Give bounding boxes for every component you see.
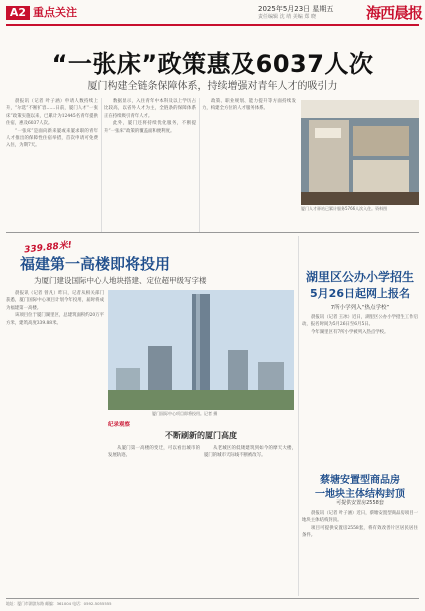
story-separator: [6, 232, 419, 233]
story3-headline-line1: 湖里区公办小学招生: [305, 270, 414, 284]
section-title: 重点关注: [33, 6, 77, 19]
story4-para-2: 项目可提供安置房2558套，将有效改善片区居民居住条件。: [302, 525, 418, 539]
lead-col3-para-1: 政策、职业规划、能力提升等方面持续发力，构建全方位的人才服务体系。: [202, 99, 296, 112]
column-title: 不断刷新的厦门高度: [165, 431, 237, 440]
story4-para-1: 晨报讯（记者 叶子涵）近日，蔡塘安置型商品房项目一地块主体结构封顶。: [302, 511, 418, 524]
lead-subheadline: 厦门构建全链条保障体系，持续增强对青年人才的吸引力: [87, 81, 338, 92]
story4-subheadline: 可提供安置房2558套: [336, 500, 384, 506]
story4-headline-line1: 蔡塘安置型商品房: [320, 475, 400, 486]
lead-column-2: [104, 98, 196, 233]
footer-rule: [6, 598, 419, 599]
lead-column-1: [6, 98, 98, 233]
lead-column-3: [202, 98, 296, 233]
column-divider: [199, 98, 200, 233]
story4-body: [302, 510, 418, 598]
lead-col1-para-2: “一张床”是面向新来厦或来厦求职的青年人才推出的保障性住宿举措，首次申请可免费入住，为期7天。: [6, 128, 98, 149]
tower-photo-caption: 厦门国际中心项目即将投用。记者 摄: [152, 411, 218, 416]
story3-subheadline: 7所小学列入“热点学校”: [330, 305, 390, 311]
lead-col2-para-2: 此外，厦门还将持续优化服务，不断提升“一张床”政策的覆盖面和便利度。: [104, 121, 196, 134]
story3-para-2: 今年湖里区有7所小学被列入热点学校。: [311, 329, 389, 335]
newspaper-logo: 海西晨报: [366, 4, 423, 22]
lead-headline: “一张床”政策惠及6037人次: [51, 50, 374, 78]
lead-photo-caption: 厦门人才驿站已累计服务5766人次入住。资料图: [301, 206, 388, 211]
lead-photo: [301, 100, 419, 205]
page-number-badge: A2: [6, 6, 30, 20]
column-body-1: [108, 445, 200, 590]
column-para-2: 从老城区的低矮建筑到如今的摩天大楼，厦门的城市天际线不断被改写。: [204, 446, 296, 459]
story3-headline-line2: 5月26日起网上报名: [310, 287, 410, 300]
column-kicker: 纪录观察: [108, 422, 131, 428]
column-divider: [298, 236, 299, 596]
column-body-2: [204, 445, 296, 590]
issue-date: 2025年5月23日 星期五: [258, 5, 334, 13]
story4-headline-line2: 一地块主体结构封顶: [315, 489, 405, 500]
story2-col1-para-1: 晨报讯（记者 曾凡）昨日，记者从相关部门获悉，厦门国际中心项目计划今年投用，届时将成为福建第一高楼。: [6, 291, 104, 311]
height-highlight: 339.88米!: [23, 240, 73, 256]
story2-col1-para-2: 该项目位于厦门湖里区，总建筑面积约20万平方米，建筑高度339.88米。: [6, 313, 104, 326]
column-para-1: 从厦门第一高楼的变迁，可以看出城市的发展轨迹。: [108, 446, 200, 459]
story3-body: [302, 314, 418, 464]
story3-para-1: 晨报讯（记者 王冰）近日，湖里区公办小学招生工作启动，报名时间为5月26日至6月5日。: [302, 315, 418, 328]
lead-col2-para-1: 数据显示，入住青年中本科及以上学历占比较高，以省外人才为主，全链条的保障体系正在持续吸引青年人才。: [104, 99, 196, 119]
story2-column-1: [6, 290, 104, 590]
tower-photo: [108, 290, 294, 410]
story2-subheadline: 为厦门建设国际中心人地块搭建、定位超甲级写字楼: [34, 276, 207, 285]
header-rule: [6, 24, 419, 26]
footer: 地址：厦门市湖滨东路 邮编：361004 电话：0592-5055555: [6, 601, 112, 606]
story2-headline: 福建第一高楼即将投用: [20, 255, 171, 273]
lead-col1-para-1: 晨报讯（记者 叶子涵）申请人数持续上升，“尔选”不断扩容……日前，厦门人才“一张床”政策实施以来，已累计为12445名青年提供住宿，惠及6037人次。: [6, 99, 98, 127]
column-divider: [101, 98, 102, 233]
editor-line: 责任编辑 沈 靖 美编 郑 晓: [258, 14, 316, 20]
